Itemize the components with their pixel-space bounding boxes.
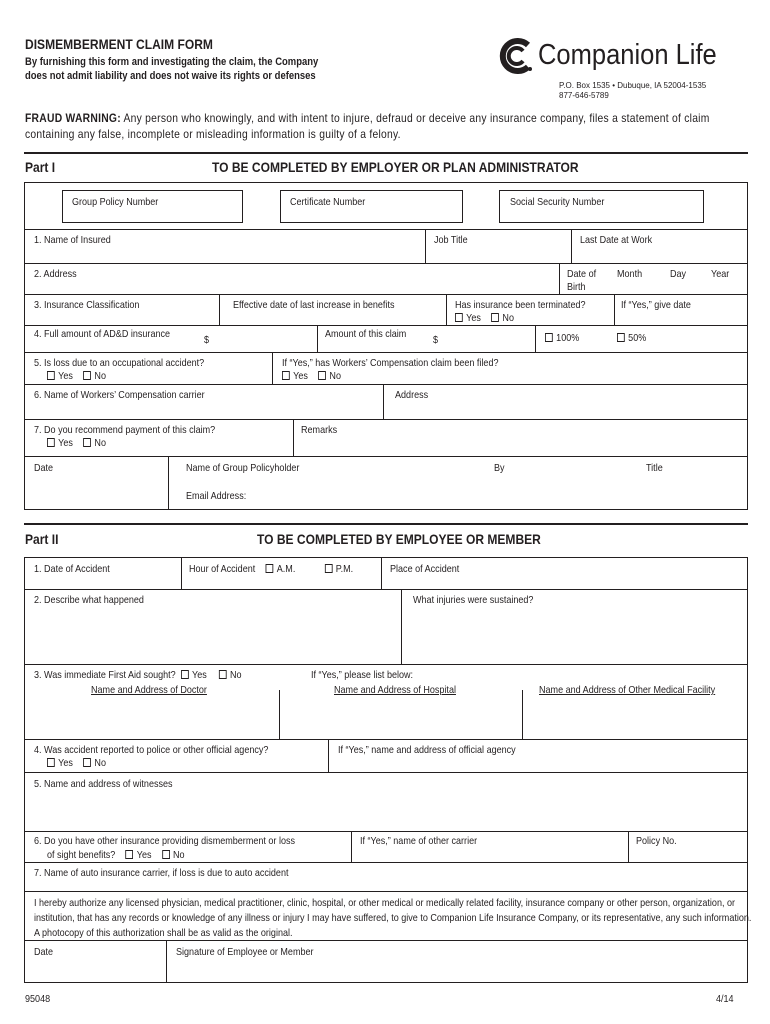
- fraud-warning-label: FRAUD WARNING:: [25, 111, 121, 125]
- workers-comp-no-checkbox[interactable]: [318, 371, 326, 380]
- dollar-sign: $: [433, 334, 439, 346]
- terminated-no-checkbox[interactable]: [491, 313, 499, 322]
- part2-heading: TO BE COMPLETED BY EMPLOYEE OR MEMBER: [257, 531, 541, 547]
- first-aid-no-checkbox[interactable]: [219, 670, 227, 679]
- police-no-checkbox[interactable]: [83, 758, 91, 767]
- p2-divider: [351, 831, 352, 862]
- describe-what-happened-label: 2. Describe what happened: [34, 594, 144, 606]
- other-facility-label: Name and Address of Other Medical Facility: [539, 684, 716, 696]
- year-label: Year: [711, 268, 730, 280]
- company-name: Companion Life: [538, 39, 717, 71]
- by-label: By: [494, 462, 505, 474]
- revision-date: 4/14: [716, 993, 734, 1005]
- first-aid-yes-checkbox[interactable]: [181, 670, 189, 679]
- am-label: A.M.: [276, 563, 296, 575]
- no-label: No: [94, 370, 106, 382]
- no-label: No: [173, 849, 185, 861]
- p1-divider: [559, 263, 560, 294]
- fraud-warning: [25, 110, 747, 142]
- p1-rule: [24, 352, 748, 353]
- yes-label: Yes: [58, 437, 73, 449]
- form-title: DISMEMBERMENT CLAIM FORM: [25, 36, 213, 52]
- hospital-label: Name and Address of Hospital: [334, 684, 456, 696]
- percent-100-option: [545, 332, 579, 345]
- address-label: 2. Address: [34, 268, 77, 280]
- p2-divider: [166, 940, 167, 983]
- no-label: No: [329, 370, 341, 382]
- certificate-number-label: Certificate Number: [290, 196, 366, 208]
- part2-top-rule: [24, 523, 748, 525]
- percent-100-checkbox[interactable]: [545, 333, 553, 342]
- p1-rule: [24, 325, 748, 326]
- disclaimer-line-2: does not admit liability and does not waive its rights or defenses: [25, 70, 316, 82]
- group-policyholder-label: Name of Group Policyholder: [186, 462, 300, 474]
- injuries-sustained-label: What injuries were sustained?: [413, 594, 534, 606]
- police-yes-checkbox[interactable]: [47, 758, 55, 767]
- p1-divider: [535, 325, 536, 352]
- p2-divider: [279, 690, 280, 739]
- yes-label: Yes: [136, 849, 152, 861]
- pm-label: P.M.: [335, 563, 354, 575]
- p2-rule: [24, 589, 748, 590]
- p1-rule: [24, 456, 748, 457]
- companion-life-logo-icon: [497, 38, 537, 74]
- p1-rule: [24, 263, 748, 264]
- ssn-label: Social Security Number: [510, 196, 605, 208]
- other-insurance-yes-checkbox[interactable]: [126, 850, 134, 859]
- percent-50-option: [617, 332, 646, 345]
- police-options: [47, 757, 106, 770]
- carrier-address-label: Address: [395, 389, 429, 401]
- occupational-accident-label: 5. Is loss due to an occupational accident?: [34, 357, 205, 369]
- p1-divider: [219, 294, 220, 325]
- part1-top-rule: [24, 152, 748, 154]
- amount-of-claim-label: Amount of this claim: [325, 328, 407, 340]
- fraud-warning-text: Any person who knowingly, and with intent to injure, defraud or deceive any insurance company, files a statement of claim containing any false, incomplete or misleading information is guilty of a felony.: [25, 111, 710, 141]
- last-date-at-work-label: Last Date at Work: [580, 234, 653, 246]
- auto-insurance-label: 7. Name of auto insurance carrier, if loss is due to auto accident: [34, 867, 289, 879]
- p2-divider: [381, 557, 382, 589]
- authorization-text: I hereby authorize any licensed physician, medical practitioner, clinic, hospital, or other medical or medically related facility, insurance company or other person, organization, or institution, that has any records or knowledge of any illness or injury I may have suffered, to give to Companion Life Insurance Company, or its representative, any such information. A photocopy of this authorization shall be as valid as the original.: [34, 897, 752, 939]
- if-yes-list-label: If “Yes,” please list below:: [311, 669, 414, 681]
- p2-divider: [181, 557, 182, 589]
- hour-of-accident-label: Hour of Accident: [189, 563, 256, 575]
- date-of-label: Date of: [567, 268, 597, 280]
- email-address-label: Email Address:: [186, 490, 247, 502]
- p1-divider: [168, 456, 169, 510]
- other-insurance-no-checkbox[interactable]: [162, 850, 170, 859]
- occupational-yes-checkbox[interactable]: [47, 371, 55, 380]
- am-checkbox[interactable]: [266, 564, 274, 573]
- company-address: P.O. Box 1535 • Dubuque, IA 52004-1535: [559, 81, 707, 90]
- part2-label: Part II: [25, 531, 59, 547]
- workers-comp-options: [282, 370, 341, 383]
- yes-label: Yes: [58, 757, 73, 769]
- form-number: 95048: [25, 993, 51, 1005]
- p1-divider: [383, 384, 384, 419]
- date-label: Date: [34, 462, 54, 474]
- occupational-no-checkbox[interactable]: [83, 371, 91, 380]
- p1-divider: [446, 294, 447, 325]
- yes-label: Yes: [466, 312, 481, 324]
- hour-of-accident: [189, 563, 353, 576]
- percent-100-label: 100%: [556, 332, 580, 344]
- p1-rule: [24, 384, 748, 385]
- yes-label: Yes: [192, 669, 207, 681]
- part1-frame: [24, 182, 748, 510]
- add-amount-label: 4. Full amount of AD&D insurance: [34, 328, 171, 340]
- day-label: Day: [670, 268, 687, 280]
- part1-heading: TO BE COMPLETED BY EMPLOYER OR PLAN ADMINISTRATOR: [212, 159, 579, 175]
- effective-date-label: Effective date of last increase in benefits: [233, 299, 395, 311]
- recommend-yes-checkbox[interactable]: [47, 438, 55, 447]
- terminated-options: [455, 312, 514, 325]
- p1-divider: [571, 229, 572, 263]
- pm-checkbox[interactable]: [325, 564, 333, 573]
- recommend-no-checkbox[interactable]: [83, 438, 91, 447]
- name-of-insured-label: 1. Name of Insured: [34, 234, 111, 246]
- yes-label: Yes: [293, 370, 308, 382]
- disclaimer-line-1: By furnishing this form and investigating the claim, the Company: [25, 56, 319, 68]
- date-of-accident-label: 1. Date of Accident: [34, 563, 110, 575]
- p1-divider: [293, 419, 294, 456]
- recommend-options: [47, 437, 106, 450]
- first-aid-question: [34, 669, 242, 682]
- signature-label: Signature of Employee or Member: [176, 946, 314, 958]
- workers-comp-carrier-label: 6. Name of Workers’ Compensation carrier: [34, 389, 205, 401]
- p2-rule: [24, 862, 748, 863]
- sight-benefits-label: of sight benefits?: [47, 849, 116, 861]
- p2-divider: [328, 739, 329, 772]
- p1-divider: [272, 352, 273, 384]
- place-of-accident-label: Place of Accident: [390, 563, 460, 575]
- p2-rule: [24, 891, 748, 892]
- p2-rule: [24, 772, 748, 773]
- p2-divider: [628, 831, 629, 862]
- first-aid-label: 3. Was immediate First Aid sought?: [34, 669, 176, 681]
- month-label: Month: [617, 268, 643, 280]
- no-label: No: [229, 669, 242, 681]
- policy-no-label: Policy No.: [636, 835, 677, 847]
- workers-comp-filed-label: If “Yes,” has Workers’ Compensation claim been filed?: [282, 357, 499, 369]
- other-carrier-label: If “Yes,” name of other carrier: [360, 835, 478, 847]
- no-label: No: [94, 437, 106, 449]
- insurance-classification-label: 3. Insurance Classification: [34, 299, 140, 311]
- signature-date-label: Date: [34, 946, 54, 958]
- p2-divider: [522, 690, 523, 739]
- no-label: No: [94, 757, 106, 769]
- company-phone: 877-646-5789: [559, 91, 609, 100]
- other-insurance-options: [47, 849, 185, 862]
- percent-50-checkbox[interactable]: [617, 333, 625, 342]
- p2-divider: [401, 589, 402, 664]
- no-label: No: [502, 312, 514, 324]
- doctor-label: Name and Address of Doctor: [91, 684, 207, 696]
- terminated-label: Has insurance been terminated?: [455, 299, 586, 311]
- p2-rule: [24, 664, 748, 665]
- police-report-label: 4. Was accident reported to police or other official agency?: [34, 744, 269, 756]
- p2-rule: [24, 739, 748, 740]
- if-yes-give-date-label: If “Yes,” give date: [621, 299, 691, 311]
- birth-label: Birth: [567, 281, 586, 293]
- part1-label: Part I: [25, 159, 56, 175]
- witnesses-label: 5. Name and address of witnesses: [34, 778, 173, 790]
- title-label: Title: [646, 462, 663, 474]
- p1-rule: [24, 419, 748, 420]
- p1-rule: [24, 229, 748, 230]
- terminated-yes-checkbox[interactable]: [455, 313, 463, 322]
- occupational-options: [47, 370, 106, 383]
- p1-divider: [614, 294, 615, 325]
- dollar-sign: $: [204, 334, 210, 346]
- recommend-payment-label: 7. Do you recommend payment of this claim?: [34, 424, 216, 436]
- other-insurance-label: 6. Do you have other insurance providing dismemberment or loss: [34, 835, 296, 847]
- group-policy-number-label: Group Policy Number: [72, 196, 159, 208]
- yes-label: Yes: [58, 370, 73, 382]
- p1-divider: [317, 325, 318, 352]
- p2-rule: [24, 831, 748, 832]
- p1-rule: [24, 294, 748, 295]
- official-agency-label: If “Yes,” name and address of official agency: [338, 744, 516, 756]
- workers-comp-yes-checkbox[interactable]: [282, 371, 290, 380]
- percent-50-label: 50%: [628, 332, 647, 344]
- job-title-label: Job Title: [434, 234, 468, 246]
- p1-divider: [425, 229, 426, 263]
- remarks-label: Remarks: [301, 424, 338, 436]
